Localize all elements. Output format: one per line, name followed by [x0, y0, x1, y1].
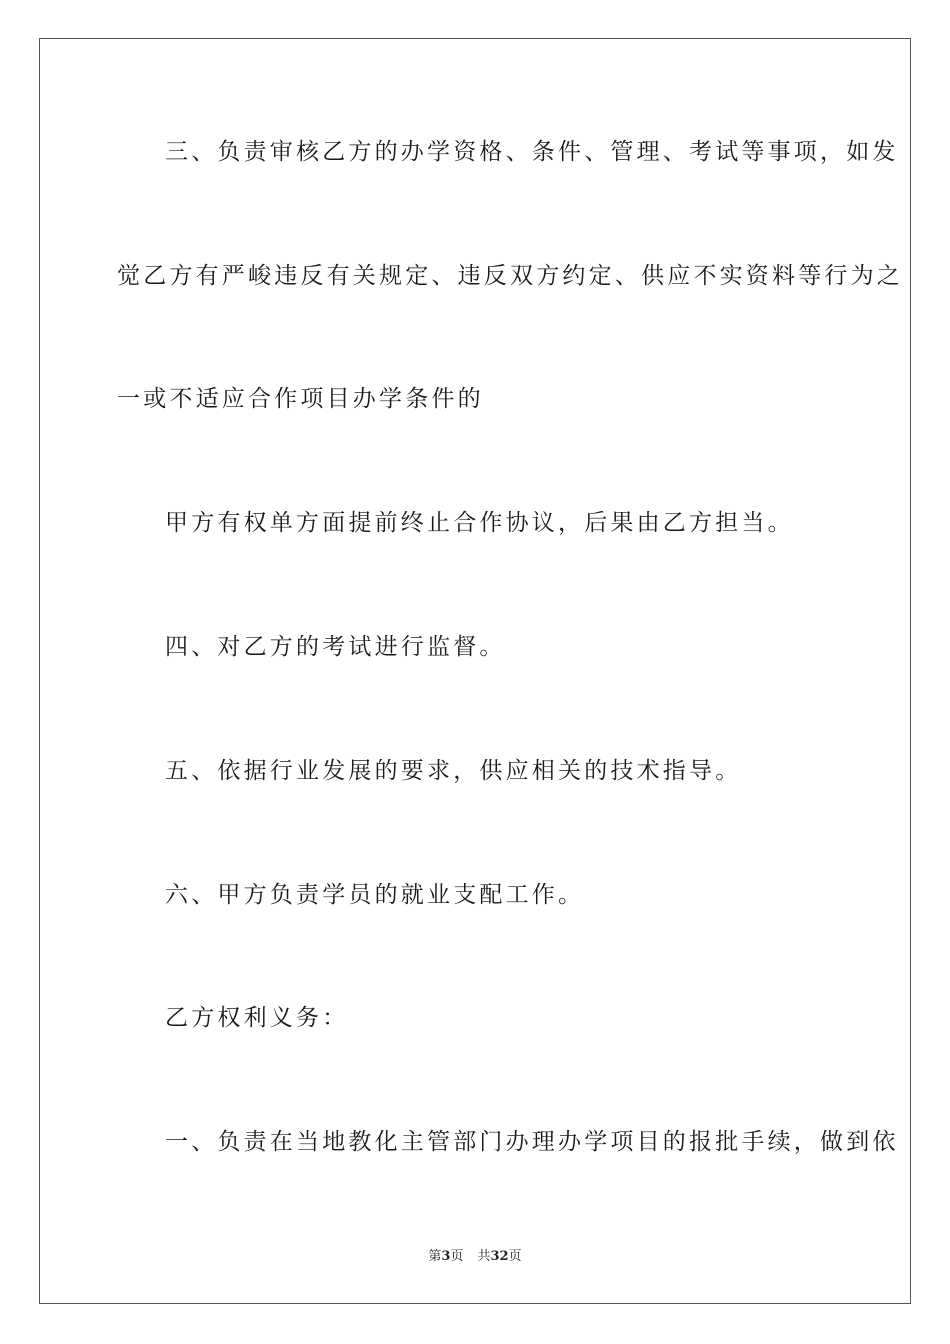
paragraph-line-4: 甲方有权单方面提前终止合作协议，后果由乙方担当。: [165, 510, 794, 536]
page-border: [39, 38, 911, 1304]
paragraph-line-7: 六、甲方负责学员的就业支配工作。: [165, 882, 585, 908]
paragraph-line-9: 一、负责在当地教化主管部门办理办学项目的报批手续，做到依: [165, 1129, 899, 1155]
footer-total-prefix: 共: [477, 1249, 491, 1264]
footer-page-suffix: 页: [450, 1249, 464, 1264]
paragraph-line-2: 觉乙方有严峻违反有关规定、违反双方约定、供应不实资料等行为之: [117, 263, 903, 289]
paragraph-line-5: 四、对乙方的考试进行监督。: [165, 634, 506, 660]
paragraph-line-3: 一或不适应合作项目办学条件的: [117, 386, 484, 412]
paragraph-line-8: 乙方权利义务：: [165, 1005, 349, 1031]
page-footer: [0, 1245, 950, 1264]
paragraph-line-1: 三、负责审核乙方的办学资格、条件、管理、考试等事项，如发: [165, 139, 899, 165]
footer-total-suffix: 页: [508, 1249, 522, 1264]
footer-page-prefix: 第: [428, 1249, 442, 1264]
footer-total-pages: 32: [490, 1249, 509, 1264]
paragraph-line-6: 五、依据行业发展的要求，供应相关的技术指导。: [165, 758, 742, 784]
footer-page-number: 3: [441, 1249, 451, 1264]
